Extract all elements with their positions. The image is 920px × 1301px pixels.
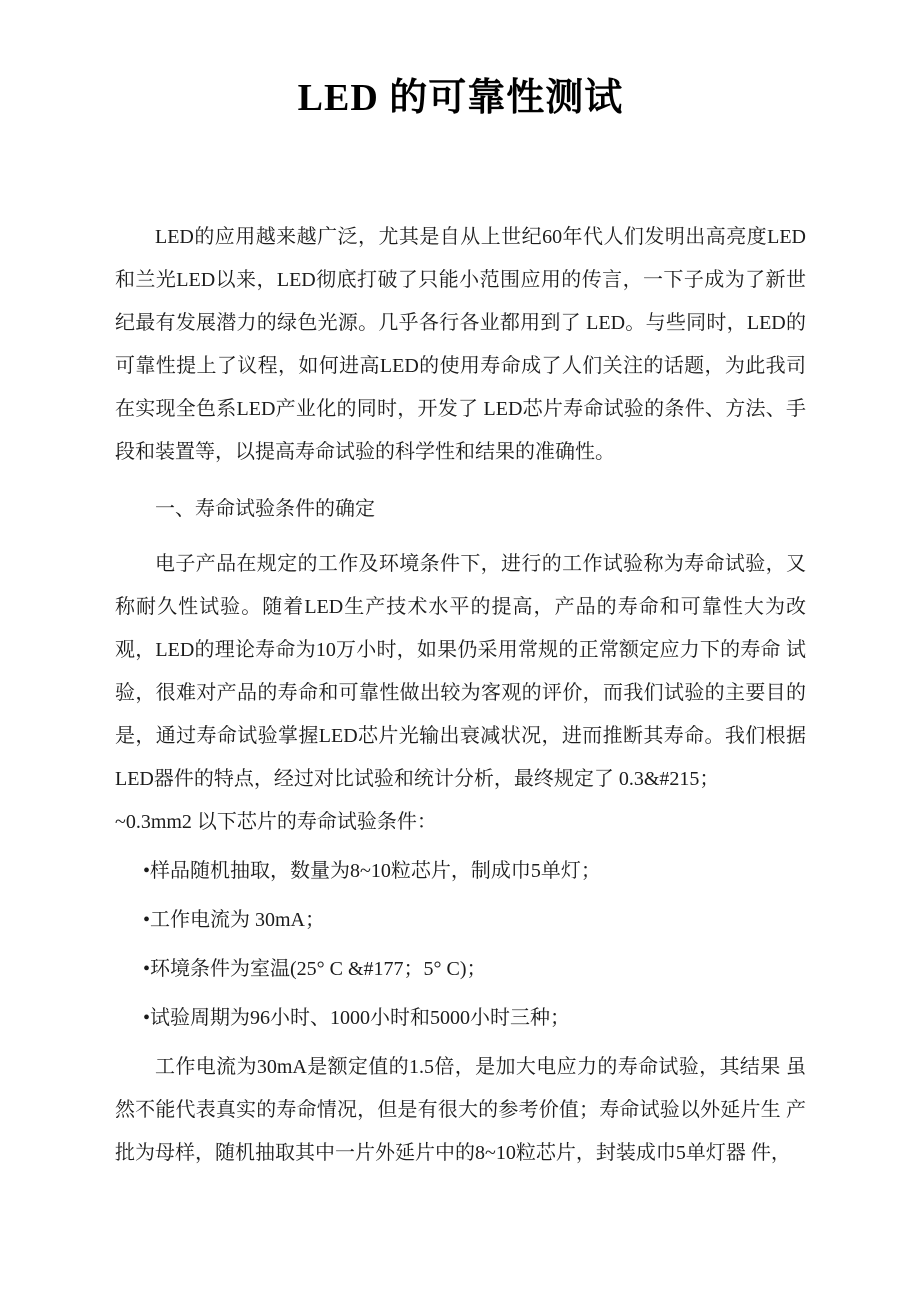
bullet-item-sampling: •样品随机抽取，数量为8~10粒芯片，制成巾5单灯；: [143, 859, 601, 882]
paragraph-intro: LED的应用越来越广泛，尤其是自从上世纪60年代人们发明出高亮度LED和兰光LED以来，LED彻底打破了只能小范围应用的传言，一下子成为了新世纪最有发展潜力的绿色光源。几乎各行各业都用到了 LED。与些同时，LED的可靠性提上了议程，如何进高LED的使用寿命成了人们关注的话题，为此我司在实现全色系LED产业化的同时，开发了 LED芯片寿命试验的条件、方法、手段和装置等，以提高寿命试验的科学性和结果的准确性。: [115, 225, 806, 463]
paragraph-continuation-chip-size: ~0.3mm2 以下芯片的寿命试验条件：: [115, 810, 437, 833]
bullet-item-test-cycles: •试验周期为96小时、1000小时和5000小时三种；: [143, 1006, 571, 1029]
paragraph-conclusion: 工作电流为30mA是额定值的1.5倍，是加大电应力的寿命试验，其结果 虽然不能代表真实的寿命情况，但是有很大的参考价值；寿命试验以外延片生 产批为母样，随机抽取其中一片外延片中的8~10粒芯片，封装成巾5单灯器 件，: [115, 1055, 806, 1164]
document-title: LED 的可靠性测试: [297, 77, 624, 119]
section-heading-test-conditions: 一、寿命试验条件的确定: [155, 497, 375, 520]
bullet-item-working-current: •工作电流为 30mA；: [143, 908, 326, 931]
bullet-item-ambient-conditions: •环境条件为室温(25° C &#177；5° C)；: [143, 957, 487, 980]
paragraph-life-test-definition: 电子产品在规定的工作及环境条件下，进行的工作试验称为寿命试验，又称耐久性试验。随着LED生产技术水平的提高，产品的寿命和可靠性大为改观，LED的理论寿命为10万小时，如果仍采用常规的正常额定应力下的寿命 试验，很难对产品的寿命和可靠性做出较为客观的评价，而我们试验的主要目的是，通过寿命试验掌握LED芯片光输出衰减状况，进而推断其寿命。我们根据LED器件的特点，经过对比试验和统计分析，最终规定了 0.3&#215；: [115, 552, 806, 790]
